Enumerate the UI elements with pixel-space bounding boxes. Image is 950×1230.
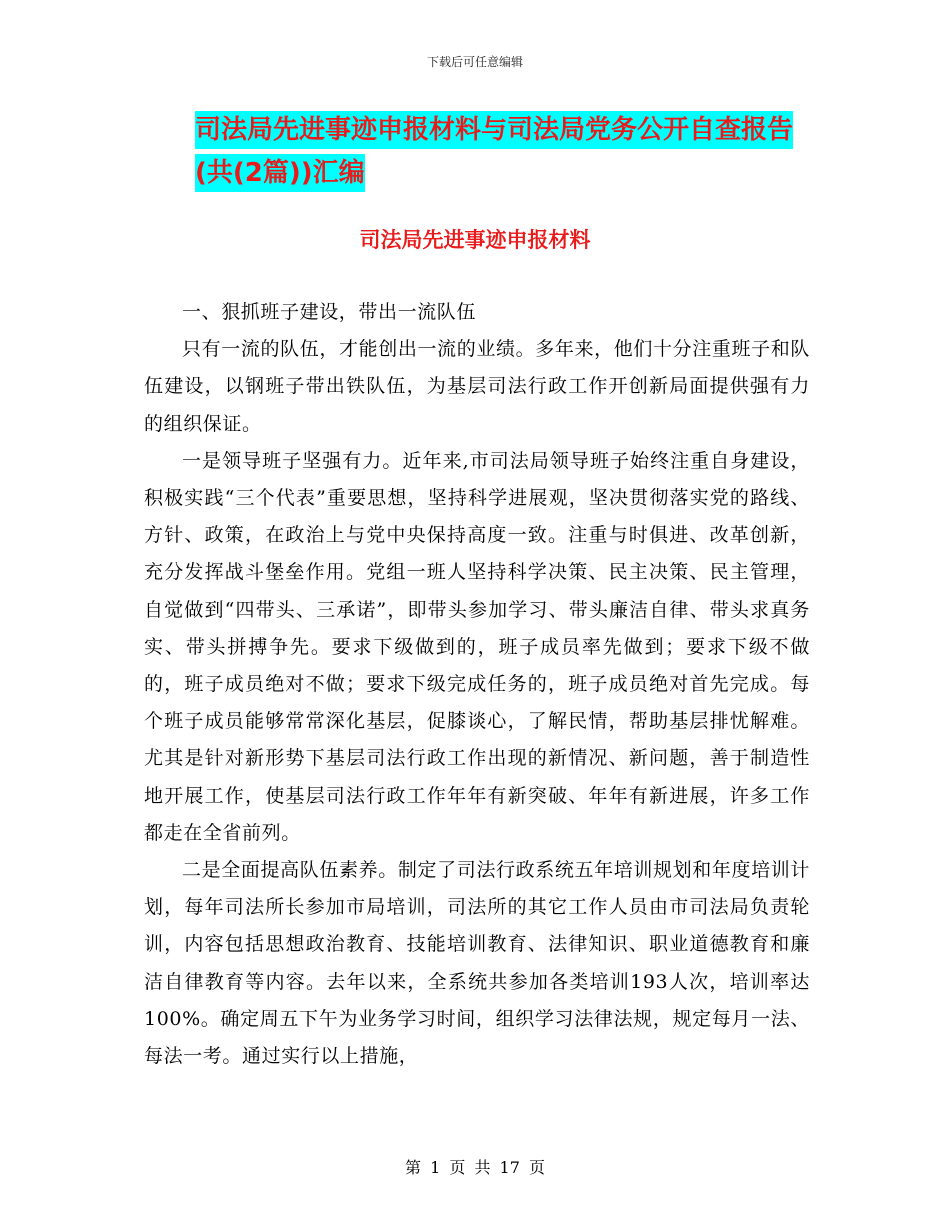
section-title: 司法局先进事迹申报材料 xyxy=(359,228,591,252)
paragraph: 只有一流的队伍，才能创出一流的业绩。多年来，他们十分注重班子和队伍建设，以钢班子带出铁队伍，为基层司法行政工作开创新局面提供强有力的组织保证。 xyxy=(144,338,810,435)
document-title-line-1 xyxy=(195,117,805,143)
paragraph: 一是领导班子坚强有力。近年来,市司法局领导班子始终注重自身建设，积极实践“三个代表”重要思想，坚持科学进展观，坚决贯彻落实党的路线、方针、政策，在政治上与党中央保持高度一致。注重与时俱进、改革创新，充分发挥战斗堡垒作用。党组一班人坚持科学决策、民主决策、民主管理，自觉做到“四带头、三承诺”，即带头参加学习、带头廉洁自律、带头求真务实、带头拼搏争先。要求下级做到的，班子成员率先做到；要求下级不做的，班子成员绝对不做；要求下级完成任务的，班子成员绝对首先完成。每个班子成员能够常常深化基层，促膝谈心，了解民情，帮助基层排忧解难。尤其是针对新形势下基层司法行政工作出现的新情况、新问题，善于制造性地开展工作，使基层司法行政工作年年有新突破、年年有新进展，许多工作都走在全省前列。 xyxy=(144,449,810,844)
paragraph-heading-1: 一、狠抓班子建设，带出一流队伍 xyxy=(182,301,477,323)
page-footer-page-number: 第 1 页 共 17 页 xyxy=(405,1158,545,1177)
document-title-line-2 xyxy=(195,160,805,186)
page-header-note: 下载后可任意编辑 xyxy=(426,55,523,69)
document-title-line-1-text: 司法局先进事迹申报材料与司法局党务公开自查报告 xyxy=(195,111,793,149)
body-text xyxy=(144,294,810,1075)
document-title-line-2-text: (共(2篇))汇编 xyxy=(195,154,365,192)
paragraph: 二是全面提高队伍素养。制定了司法行政系统五年培训规划和年度培训计划，每年司法所长参加市局培训，司法所的其它工作人员由市司法局负责轮训，内容包括思想政治教育、技能培训教育、法律知识、职业道德教育和廉洁自律教育等内容。去年以来，全系统共参加各类培训193人次，培训率达100%。确定周五下午为业务学习时间，组织学习法律法规，规定每月一法、每法一考。通过实行以上措施， xyxy=(144,859,810,1068)
